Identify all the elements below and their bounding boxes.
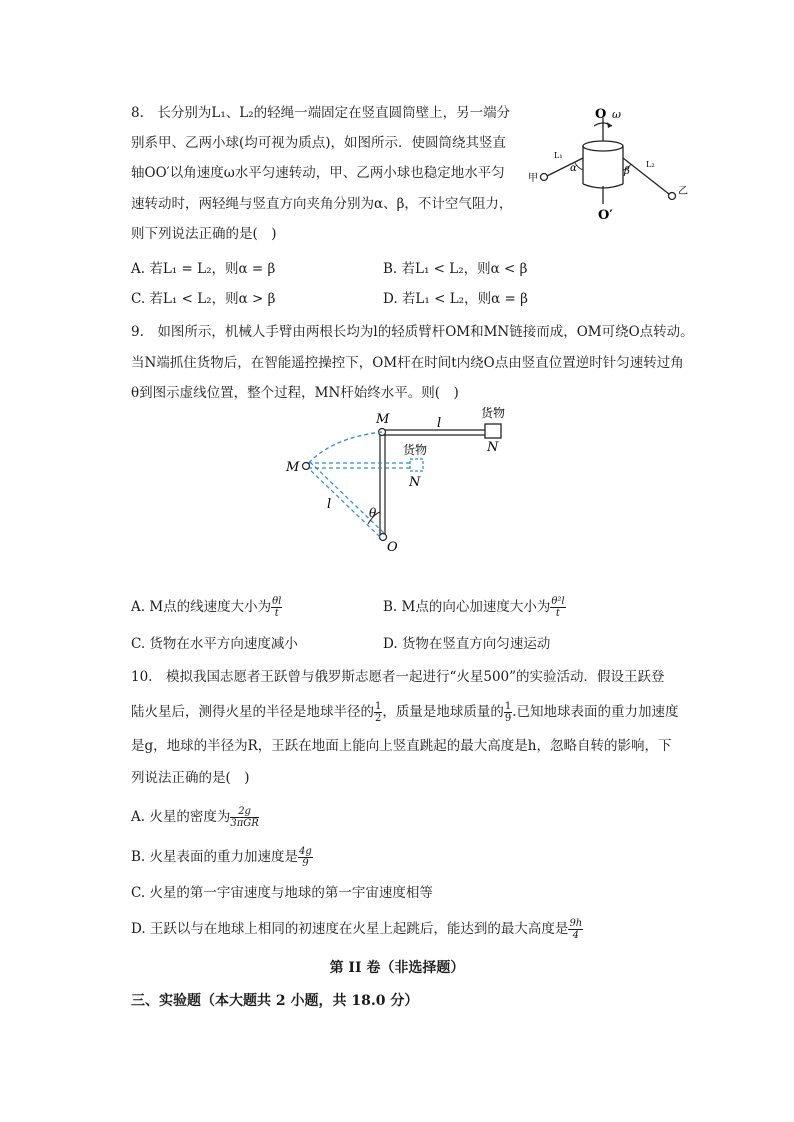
q8-line-1: 8. 长分别为L₁、L₂的轻绳一端固定在竖直圆筒壁上，另一端分 <box>131 105 511 121</box>
q9-option-a-fraction <box>271 596 282 619</box>
q10-option-d-prefix: D. 王跃以与在地球上相同的初速度在火星上起跳后，能达到的最大高度是 <box>131 921 569 937</box>
q9-option-b <box>383 596 566 619</box>
q9-option-b-num: θ²l <box>551 596 565 607</box>
q9-option-b-prefix: B. M点的向心加速度大小为 <box>383 599 551 615</box>
q10-line-3: 是g，地球的半径为R，王跃在地面上能向上竖直跳起的最大高度是h，忽略自转的影响，下 <box>131 738 672 754</box>
q8-label-jia: 甲 <box>528 173 538 184</box>
q10-option-d-den: 4 <box>572 930 580 941</box>
q8-option-a: A. 若L₁ = L₂，则α = β <box>131 261 276 277</box>
q8-label-beta: β <box>624 166 630 177</box>
q10-option-b <box>131 846 313 869</box>
q9-label-M-left: M <box>286 460 300 475</box>
section-3-title: 三、实验题（本大题共 2 小题，共 18.0 分） <box>131 993 419 1009</box>
q9-label-l-top: l <box>437 416 442 431</box>
q9-option-a-num: θl <box>272 596 282 607</box>
q8-line-2: 别系甲、乙两小球(均可视为质点)，如图所示．使圆筒绕其竖直 <box>131 135 507 151</box>
q8-label-omega: ω <box>612 108 621 121</box>
q9-label-N-mid: N <box>409 475 421 490</box>
q9-option-b-fraction <box>550 596 565 619</box>
q10-option-d-fraction <box>568 918 583 941</box>
q10-option-c: C. 火星的第一宇宙速度与地球的第一宇宙速度相等 <box>131 885 433 901</box>
q10-option-b-fraction <box>298 846 313 869</box>
q8-option-b: B. 若L₁ < L₂，则α < β <box>383 261 528 277</box>
q9-option-b-den: t <box>555 608 560 619</box>
q10-fraction-radius-den: 2 <box>375 713 382 724</box>
q9-line-2: 当N端抓住货物后，在智能遥控操控下，OM杆在时间t内绕O点由竖直位置逆时针匀速转过角 <box>131 355 684 371</box>
section-2-title: 第 II 卷（非选择题） <box>329 960 465 976</box>
q9-label-O: O <box>387 540 398 555</box>
q10-line-2-b: ，质量是地球质量的 <box>382 704 504 720</box>
q10-fraction-mass-den: 9 <box>504 713 512 724</box>
q8-line-4: 速转动时，两轻绳与竖直方向夹角分别为α、β，不计空气阻力， <box>131 196 513 212</box>
q10-line-4: 列说法正确的是( ) <box>131 770 250 786</box>
q9-line-3: θ到图示虚线位置，整个过程，MN杆始终水平。则( ) <box>131 385 459 401</box>
q8-label-O-prime: O′ <box>598 208 613 223</box>
q9-option-a <box>131 596 282 619</box>
q10-line-2-a: 陆火星后，测得火星的半径是地球半径的 <box>131 704 374 720</box>
q9-option-d: D. 货物在竖直方向匀速运动 <box>383 636 551 652</box>
q10-option-a-num: 2g <box>230 806 258 818</box>
q10-option-b-num: 4g <box>299 846 312 857</box>
q10-line-2 <box>131 701 679 724</box>
q8-figure <box>528 100 698 225</box>
q10-line-2-c: .已知地球表面的重力加速度 <box>512 704 679 720</box>
q9-option-a-prefix: A. M点的线速度大小为 <box>131 599 272 615</box>
q8-option-c: C. 若L₁ < L₂，则α > β <box>131 291 276 307</box>
q10-option-d <box>131 918 583 941</box>
q8-line-5: 则下列说法正确的是( ) <box>131 226 277 242</box>
q10-fraction-mass <box>504 701 512 724</box>
q9-option-a-den: t <box>274 608 279 619</box>
q10-option-a <box>131 806 259 829</box>
q8-label-L2: L₂ <box>646 160 655 169</box>
q9-line-1: 9. 如图所示，机械人手臂由两根长均为l的轻质臂杆OM和MN链接而成，OM可绕O点转动。 <box>131 324 694 340</box>
q10-option-a-fraction <box>230 806 258 829</box>
q8-option-d: D. 若L₁ < L₂，则α = β <box>383 291 528 307</box>
q10-option-d-num: 9h <box>569 918 583 929</box>
q8-label-O: O <box>595 107 607 122</box>
q9-label-l-diag: l <box>327 497 332 512</box>
q10-fraction-radius-num: 1 <box>375 701 382 712</box>
q10-option-a-den: 3πGR <box>230 818 259 829</box>
q8-line-3: 轴OO′以角速度ω水平匀速转动，甲、乙两小球也稳定地水平匀 <box>131 165 505 181</box>
q9-label-M-top: M <box>376 412 390 427</box>
q9-label-theta: θ <box>369 506 377 520</box>
q8-label-alpha: α <box>570 163 577 174</box>
q9-label-N-top: N <box>487 440 499 455</box>
q9-label-cargo-mid: 货物 <box>403 443 428 457</box>
q9-label-cargo-top: 货物 <box>481 406 506 420</box>
q8-label-L1: L₁ <box>554 151 563 160</box>
q9-option-c: C. 货物在水平方向速度减小 <box>131 636 298 652</box>
q10-option-b-prefix: B. 火星表面的重力加速度是 <box>131 849 299 865</box>
q10-option-a-prefix: A. 火星的密度为 <box>131 809 231 825</box>
q10-option-b-den: 9 <box>302 858 309 869</box>
q8-label-yi: 乙 <box>678 186 688 197</box>
q10-line-1: 10. 模拟我国志愿者王跃曾与俄罗斯志愿者一起进行“火星500”的实验活动．假设王跃登 <box>131 669 665 685</box>
q10-fraction-mass-num: 1 <box>504 701 512 712</box>
q9-figure <box>280 400 530 560</box>
